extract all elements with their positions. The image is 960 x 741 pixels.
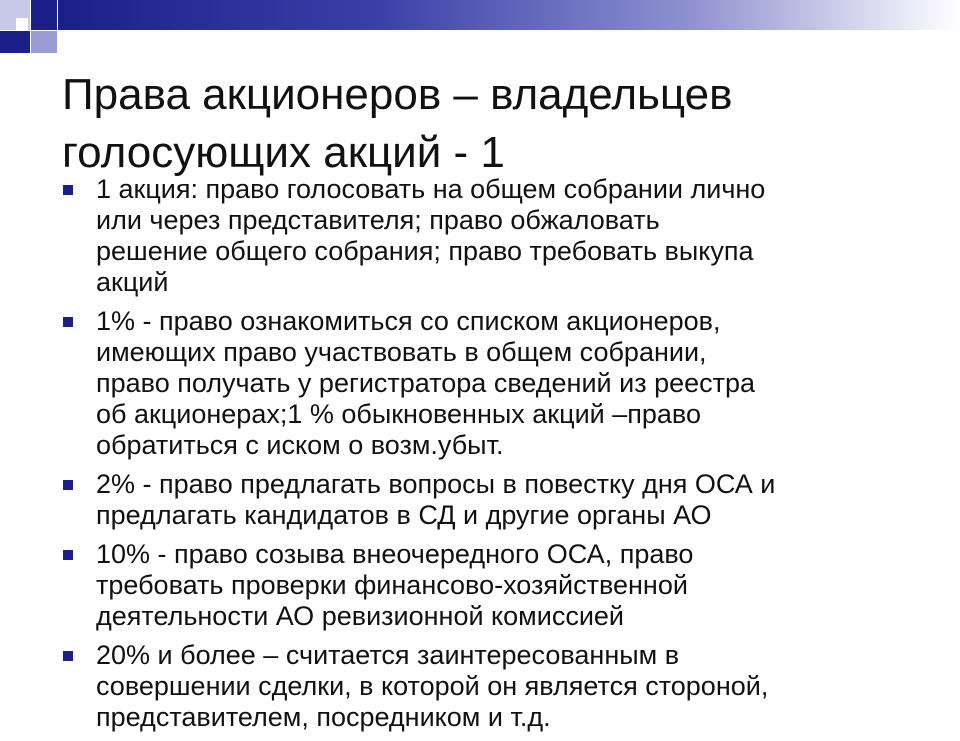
header-gradient-bar bbox=[58, 0, 960, 30]
square-bullet-icon bbox=[63, 185, 73, 195]
bullet-text-line: 10% - право созыва внеочередного ОСА, право bbox=[96, 539, 694, 569]
bullet-list bbox=[62, 174, 922, 741]
square-bullet-icon bbox=[63, 550, 73, 560]
square-bullet-icon bbox=[63, 651, 73, 661]
bullet-text-line: представителем, посредником и т.д. bbox=[96, 702, 551, 732]
list-item bbox=[62, 174, 922, 298]
bullet-text-line: совершении сделки, в которой он является стороной, bbox=[96, 671, 769, 701]
slide-title bbox=[62, 66, 922, 182]
list-item bbox=[62, 469, 922, 531]
bullet-text-line: имеющих право участвовать в общем собрании, bbox=[96, 337, 707, 367]
bullet-text-line: обратиться с иском о возм.убыт. bbox=[96, 430, 504, 460]
bullet-text-line: право получать у регистратора сведений из реестра bbox=[96, 368, 756, 398]
decor-square bbox=[0, 31, 30, 53]
list-item bbox=[62, 539, 922, 632]
list-item bbox=[62, 306, 922, 461]
bullet-text-line: 20% и более – считается заинтересованным в bbox=[96, 640, 680, 670]
bullet-text-line: требовать проверки финансово-хозяйственной bbox=[96, 570, 688, 600]
decorative-header-band bbox=[0, 0, 960, 60]
bullet-text-line: деятельности АО ревизионной комиссией bbox=[96, 601, 625, 631]
bullet-text-line: решение общего собрания; право требовать выкупа bbox=[96, 236, 754, 266]
slide-title-line: Права акционеров – владельцев bbox=[62, 70, 733, 119]
bullet-text-line: предлагать кандидатов в СД и другие органы АО bbox=[96, 500, 712, 530]
decor-square bbox=[31, 0, 57, 30]
bullet-text-line: акций bbox=[96, 267, 169, 297]
square-bullet-icon bbox=[63, 317, 73, 327]
list-item bbox=[62, 640, 922, 733]
bullet-text-line: 1% - право ознакомиться со списком акционеров, bbox=[96, 306, 721, 336]
bullet-text-line: 2% - право предлагать вопросы в повестку дня ОСА и bbox=[96, 469, 776, 499]
bullet-text-line: об акционерах;1 % обыкновенных акций –право bbox=[96, 399, 701, 429]
bullet-text-line: или через представителя; право обжаловать bbox=[96, 205, 660, 235]
decor-square bbox=[31, 31, 57, 53]
decor-square bbox=[16, 18, 28, 30]
bullet-text-line: 1 акция: право голосовать на общем собрании лично bbox=[96, 174, 766, 204]
slide-title-line: голосующих акций - 1 bbox=[62, 128, 505, 177]
square-bullet-icon bbox=[63, 480, 73, 490]
